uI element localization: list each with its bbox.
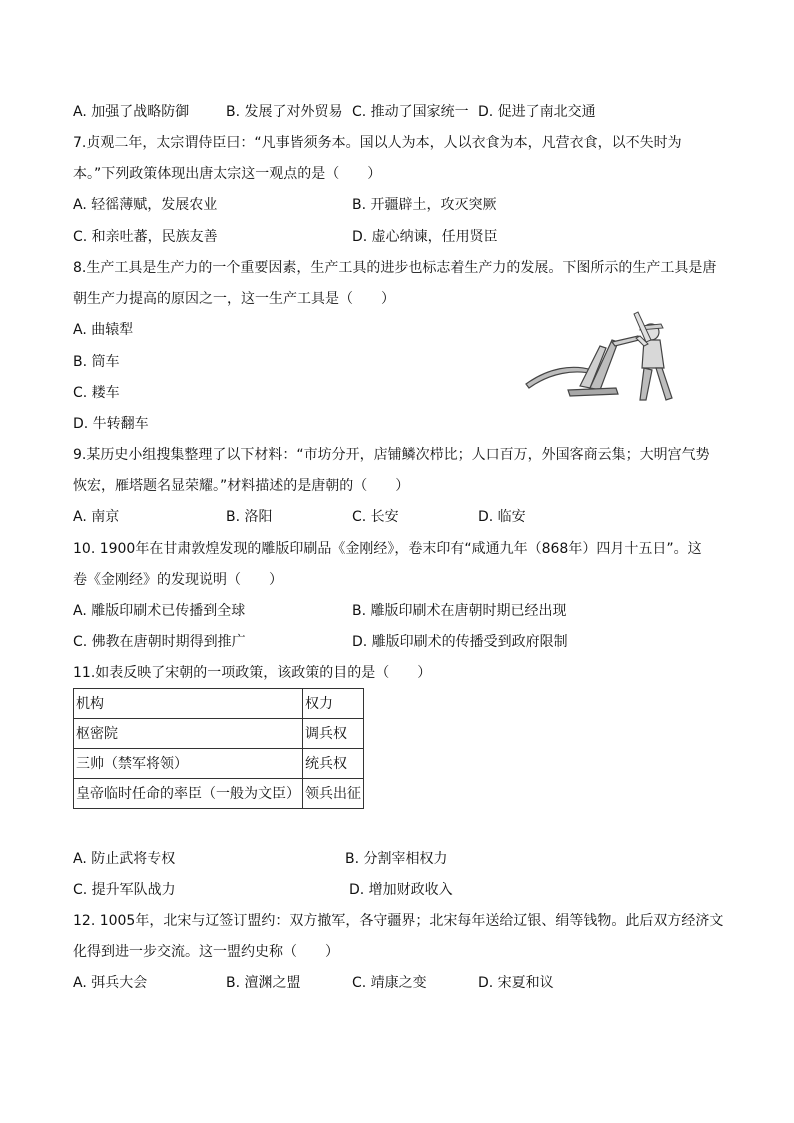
q7-option-d: D. 虚心纳谏，任用贤臣: [352, 229, 498, 245]
q7-option-b: B. 开疆辟土，攻灭突厥: [352, 197, 497, 213]
policy-table: [73, 688, 364, 809]
q11-option-a: A. 防止武将专权: [73, 851, 176, 867]
table-cell: 统兵权: [303, 749, 364, 779]
q12-option-d: D. 宋夏和议: [478, 975, 554, 991]
q9-stem-line2: 恢宏，雁塔题名显荣耀。”材料描述的是唐朝的（ ）: [73, 478, 410, 494]
q7-stem-line1: 7.贞观二年，太宗谓侍臣曰：“凡事皆须务本。国以人为本，人以衣食为本，凡营衣食，以不失时为: [73, 135, 682, 151]
q12-stem-line2: 化得到进一步交流。这一盟约史称（ ）: [73, 944, 339, 960]
q6-option-d: D. 促进了南北交通: [478, 104, 596, 120]
q9-option-c: C. 长安: [352, 509, 399, 525]
table-row: [74, 689, 364, 719]
q9-stem-line1: 9.某历史小组搜集整理了以下材料：“市坊分开，店铺鳞次栉比；人口百万，外国客商云集；大明宫气势: [73, 447, 710, 463]
q12-stem-line1: 12. 1005年，北宋与辽签订盟约：双方撤军，各守疆界；北宋每年送给辽银、绢等钱物。此后双方经济文: [73, 913, 724, 929]
q10-option-b: B. 雕版印刷术在唐朝时期已经出现: [352, 603, 567, 619]
q9-option-d: D. 临安: [478, 509, 526, 525]
plow-illustration: [520, 306, 682, 410]
table-row: [74, 779, 364, 809]
table-cell: 枢密院: [74, 719, 303, 749]
q12-option-a: A. 弭兵大会: [73, 975, 148, 991]
q6-option-c: C. 推动了国家统一: [352, 104, 469, 120]
q7-option-c: C. 和亲吐蕃，民族友善: [73, 229, 218, 245]
table-cell: 皇帝临时任命的率臣（一般为文臣）: [74, 779, 303, 809]
q6-option-a: A. 加强了战略防御: [73, 104, 190, 120]
q10-option-d: D. 雕版印刷术的传播受到政府限制: [352, 634, 568, 650]
q9-option-a: A. 南京: [73, 509, 120, 525]
q8-stem-line2: 朝生产力提高的原因之一，这一生产工具是（ ）: [73, 291, 395, 307]
q7-stem-line2: 本。”下列政策体现出唐太宗这一观点的是（ ）: [73, 166, 382, 182]
table-cell: 领兵出征: [303, 779, 364, 809]
q8-option-d: D. 牛转翻车: [73, 416, 149, 432]
q8-stem-line1: 8.生产工具是生产力的一个重要因素，生产工具的进步也标志着生产力的发展。下图所示的生产工具是唐: [73, 260, 717, 276]
table-row: [74, 749, 364, 779]
table-cell: 三帅（禁军将领）: [74, 749, 303, 779]
q11-option-c: C. 提升军队战力: [73, 882, 176, 898]
q10-option-a: A. 雕版印刷术已传播到全球: [73, 603, 246, 619]
q8-option-c: C. 耧车: [73, 385, 120, 401]
q11-stem: 11.如表反映了宋朝的一项政策，该政策的目的是（ ）: [73, 665, 432, 681]
table-cell: 调兵权: [303, 719, 364, 749]
q12-option-c: C. 靖康之变: [352, 975, 427, 991]
q12-option-b: B. 澶渊之盟: [226, 975, 301, 991]
table-cell: 权力: [303, 689, 364, 719]
table-row: [74, 719, 364, 749]
q10-stem-line1: 10. 1900年在甘肃敦煌发现的雕版印刷品《金刚经》，卷末印有“咸通九年（868年）四月十五日”。这: [73, 541, 702, 557]
q10-option-c: C. 佛教在唐朝时期得到推广: [73, 634, 246, 650]
q8-option-b: B. 筒车: [73, 354, 120, 370]
q10-stem-line2: 卷《金刚经》的发现说明（ ）: [73, 572, 283, 588]
q9-option-b: B. 洛阳: [226, 509, 273, 525]
table-cell: 机构: [74, 689, 303, 719]
q6-option-b: B. 发展了对外贸易: [226, 104, 343, 120]
q8-option-a: A. 曲辕犁: [73, 322, 134, 338]
q7-option-a: A. 轻徭薄赋，发展农业: [73, 197, 218, 213]
q11-option-b: B. 分割宰相权力: [345, 851, 448, 867]
q11-option-d: D. 增加财政收入: [349, 882, 453, 898]
